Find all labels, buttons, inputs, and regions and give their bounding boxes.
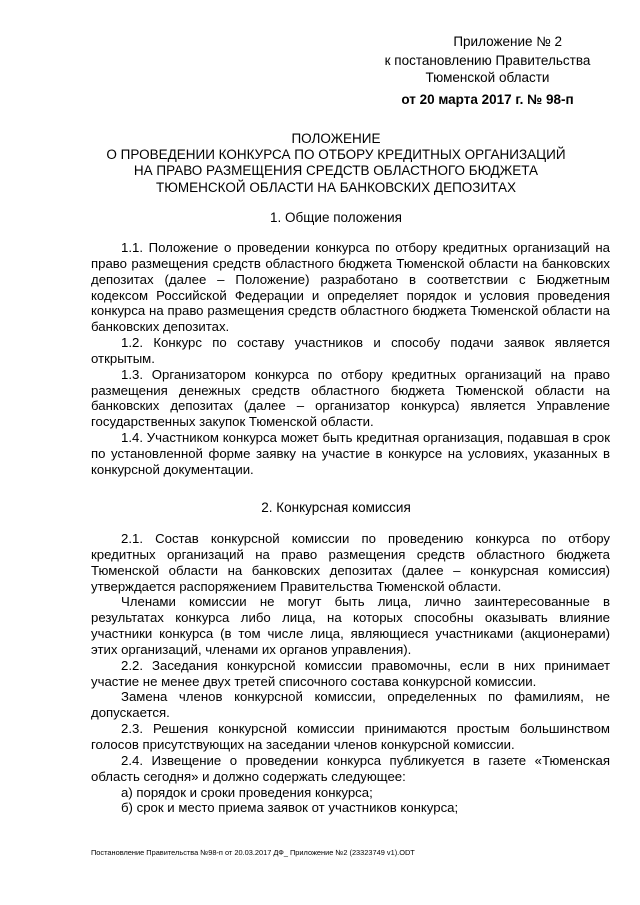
- paragraph: 1.3. Организатором конкурса по отбору кредитных организаций на право размещения денежных средств областного бюджета Тюменской области на банковских депозитах (далее – организатор конкурса) является Управление государственных закупок Тюменской области.: [91, 366, 610, 430]
- section-general-body: [91, 240, 610, 478]
- paragraph: 1.4. Участником конкурса может быть кредитная организация, подавшая в срок по установленной форме заявку на участие в конкурсе на условиях, указанных в конкурсной документации.: [91, 430, 610, 477]
- paragraph: 1.2. Конкурс по составу участников и способу подачи заявок является открытым.: [91, 335, 610, 366]
- paragraph: 2.2. Заседания конкурсной комиссии правомочны, если в них принимает участие не менее двух третей списочного состава конкурсной комиссии.: [91, 657, 610, 689]
- paragraph: Членами комиссии не могут быть лица, лично заинтересованные в результатах конкурса либо лица, на которых способны оказывать влияние участники конкурса (в том числе лица, являющиеся участниками (акционерами) этих организаций, членами их органов управления).: [91, 594, 610, 657]
- paragraph: Замена членов конкурсной комиссии, определенных по фамилиям, не допускается.: [91, 689, 610, 721]
- paragraph: б) срок и место приема заявок от участников конкурса;: [121, 800, 459, 816]
- paragraph: а) порядок и сроки проведения конкурса;: [121, 784, 373, 800]
- page-footer: Постановление Правительства №98-п от 20.03.2017 ДФ_ Приложение №2 (23323749 v1).ODT: [91, 848, 415, 857]
- decree-line: Тюменской области: [425, 69, 550, 85]
- decree-reference: [360, 53, 615, 86]
- section-heading-general: 1. Общие положения: [270, 210, 402, 225]
- paragraph: 1.1. Положение о проведении конкурса по отбору кредитных организаций на право размещения средств областного бюджета Тюменской области на банковских депозитах (далее – Положение) разработано в соответствии с Бюджетным кодексом Российской Федерации и определяет порядок и условия проведения конкурса на право размещения средств областного бюджета Тюменской области на банковских депозитах.: [91, 240, 610, 335]
- paragraph: 2.3. Решения конкурсной комиссии принимаются простым большинством голосов присутствующих на заседании членов конкурсной комиссии.: [91, 721, 610, 752]
- title-line: НА ПРАВО РАЗМЕЩЕНИЯ СРЕДСТВ ОБЛАСТНОГО БЮДЖЕТА: [133, 163, 539, 179]
- paragraph: 2.1. Состав конкурсной комиссии по проведению конкурса по отбору кредитных организаций на право размещения средств областного бюджета Тюменской области на банковских депозитах (далее – конкурсная комиссия) утверждается распоряжением Правительства Тюменской области.: [91, 531, 610, 594]
- title-line: ТЮМЕНСКОЙ ОБЛАСТИ НА БАНКОВСКИХ ДЕПОЗИТАХ: [156, 179, 516, 195]
- paragraph: 2.4. Извещение о проведении конкурса публикуется в газете «Тюменская область сегодня» и должно содержать следующее:: [91, 752, 610, 784]
- section-commission-body: [91, 531, 610, 816]
- decree-line: к постановлению Правительства: [384, 53, 591, 68]
- document-title: [86, 131, 586, 196]
- section-heading-commission: 2. Конкурсная комиссия: [261, 500, 411, 515]
- title-line: ПОЛОЖЕНИЕ: [291, 131, 381, 146]
- decree-date: от 20 марта 2017 г. № 98-п: [401, 92, 574, 107]
- title-line: О ПРОВЕДЕНИИ КОНКУРСА ПО ОТБОРУ КРЕДИТНЫХ ОРГАНИЗАЦИЙ: [106, 147, 566, 163]
- appendix-label: Приложение № 2: [453, 34, 562, 49]
